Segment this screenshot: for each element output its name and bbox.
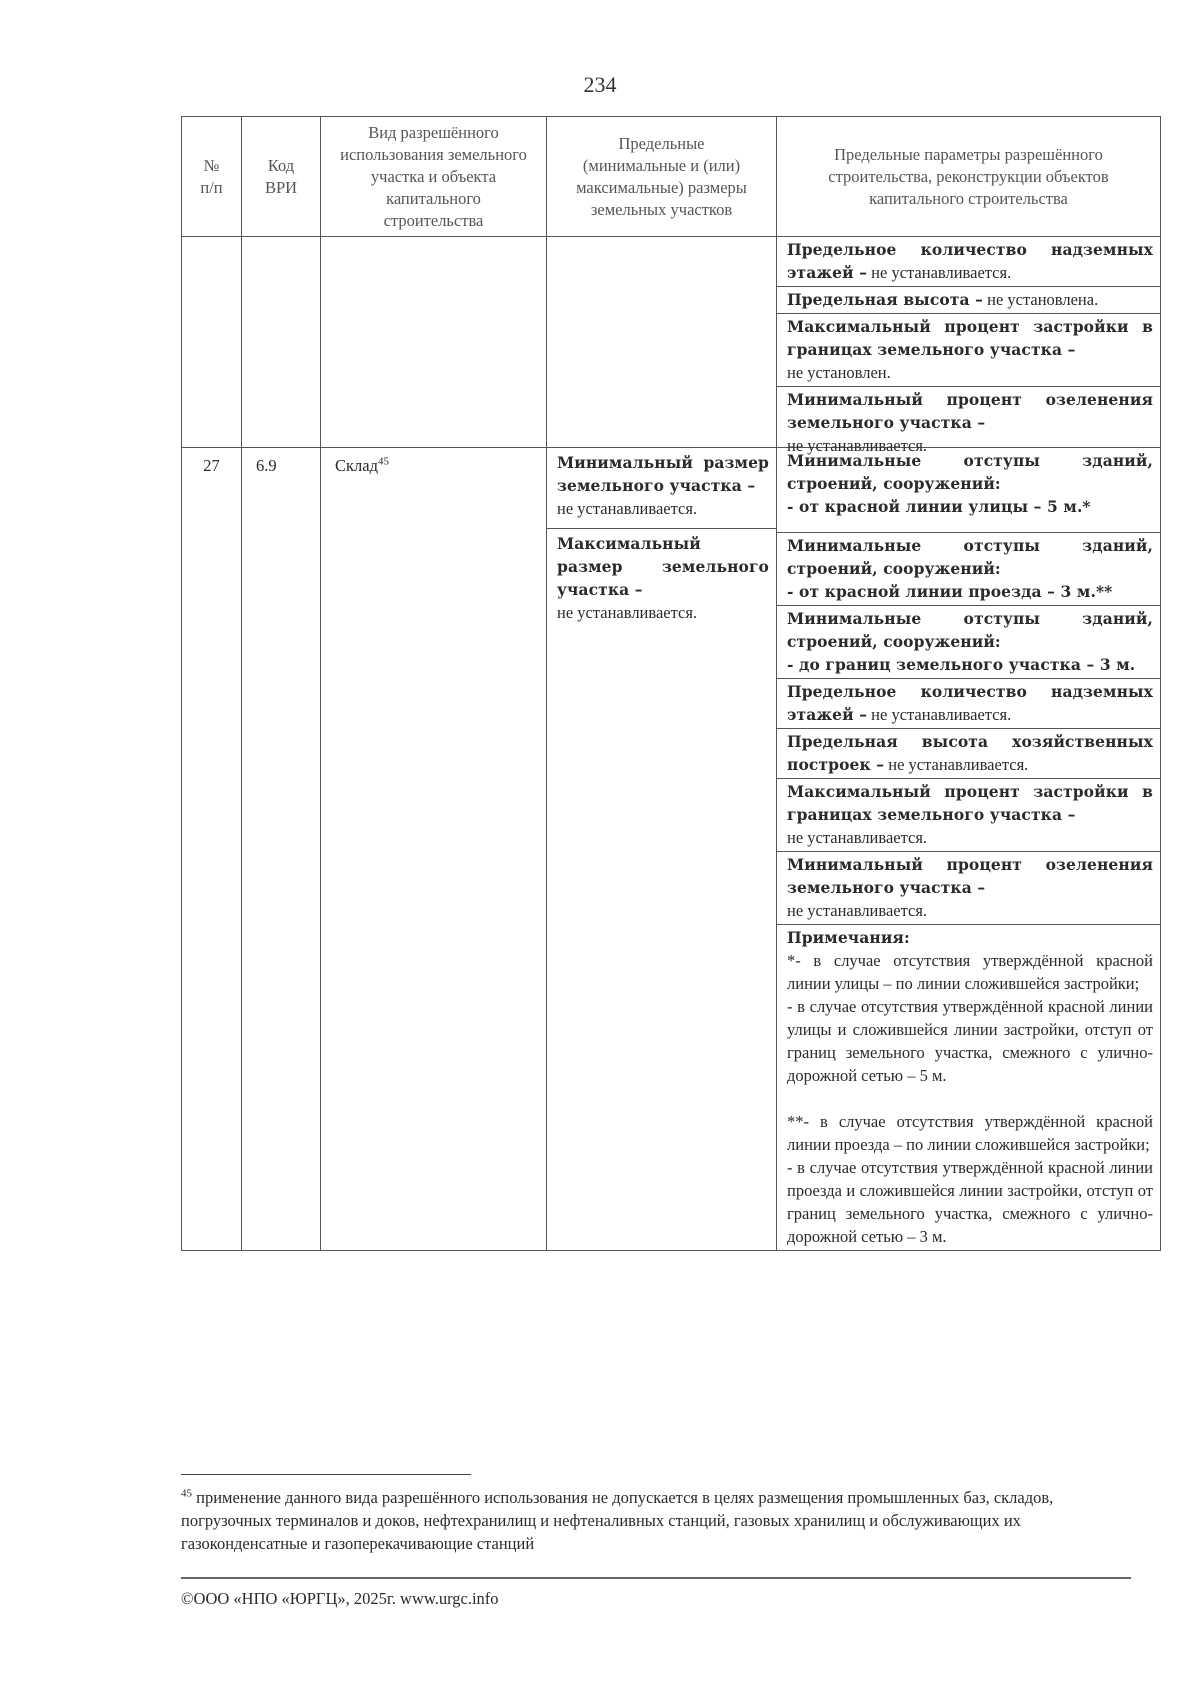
cont-plot-sizes-cell — [547, 237, 777, 448]
param-setback-boundary: Минимальные отступы зданий, строений, сооружений: - до границ земельного участка – 3 м. — [777, 606, 1160, 679]
param-max-coverage: Максимальный процент застройки в границах земельного участка – не устанавливается. — [777, 779, 1160, 852]
cont-number-cell — [182, 237, 242, 448]
cont-code-cell — [242, 237, 321, 448]
param-outbuilding-height: Предельная высота хозяйственных построек – не устанавливается. — [777, 729, 1160, 779]
param-setback-street: Минимальные отступы зданий, строений, сооружений: - от красной линии улицы – 5 м.* — [777, 448, 1160, 533]
row-use-type: Склад$^{45}$ — [321, 448, 547, 1251]
row-params — [777, 448, 1161, 1251]
cont-params-cell — [777, 237, 1161, 455]
footnote-text: применение данного вида разрешённого использования не допускается в целях размещения промышленных баз, складов, погрузочных терминалов и доков, нефтехранилищ и нефтеналивных станций, газовых хранилищ и обслуживающих их газоконденсатные и газоперекачивающие станций — [181, 1488, 1054, 1553]
footnote-ref: 45 — [377, 455, 389, 468]
row-plot-sizes — [547, 448, 777, 1251]
footnote — [181, 1486, 1141, 1555]
footnote-marker: 45 — [181, 1487, 192, 1500]
plot-min-size: Минимальный размер земельного участка – не устанавливается. — [547, 448, 776, 529]
footer-copyright: ©ООО «НПО «ЮРГЦ», 2025г. www.urgc.info — [181, 1589, 499, 1608]
header-code: Код ВРИ — [242, 117, 321, 237]
note-item: - в случае отсутствия утверждённой красной линии проезда и сложившейся линии застройки, отступ от границ земельного участка, смежного с улично-дорожной сетью – 3 м. — [787, 1158, 1153, 1246]
footer-divider — [181, 1577, 1131, 1579]
param-floors: Предельное количество надземных этажей – не устанавливается. — [777, 237, 1160, 287]
header-plot-sizes: Предельные (минимальные и (или) максимальные) размеры земельных участков — [547, 117, 777, 237]
param-min-greening: Минимальный процент озеленения земельного участка – не устанавливается. — [787, 390, 1153, 455]
header-params: Предельные параметры разрешённого строительства, реконструкции объектов капитального строительства — [777, 117, 1161, 237]
notes-title: Примечания: — [787, 928, 910, 947]
cont-use-type-cell — [321, 237, 547, 448]
row-code: 6.9 — [242, 448, 321, 1251]
note-item: *- в случае отсутствия утверждённой красной линии улицы – по линии сложившейся застройки; — [787, 951, 1153, 993]
note-item: **- в случае отсутствия утверждённой красной линии проезда – по линии сложившейся застройки; — [787, 1112, 1153, 1154]
param-min-greening: Минимальный процент озеленения земельного участка – не устанавливается. — [777, 852, 1160, 925]
note-item: - в случае отсутствия утверждённой красной линии улицы и сложившейся линии застройки, отступ от границ земельного участка, смежного с улично-дорожной сетью – 5 м. — [787, 997, 1153, 1085]
notes-block — [777, 925, 1160, 1250]
param-floors: Предельное количество надземных этажей – не устанавливается. — [777, 679, 1160, 729]
row-number: 27 — [182, 448, 242, 1251]
param-setback-passage: Минимальные отступы зданий, строений, сооружений: - от красной линии проезда – 3 м.** — [777, 533, 1160, 606]
header-use-type: Вид разрешённого использования земельного участка и объекта капитального строительства — [321, 117, 547, 237]
footnote-divider — [181, 1474, 471, 1475]
param-max-coverage: Максимальный процент застройки в границах земельного участка – не установлен. — [777, 314, 1160, 387]
param-height: Предельная высота – не установлена. — [777, 287, 1160, 314]
regulations-table — [181, 116, 1161, 1251]
plot-max-size: Максимальный размер земельного участка – не устанавливается. — [557, 534, 769, 622]
page-number: 234 — [583, 72, 617, 97]
header-number: № п/п — [182, 117, 242, 237]
